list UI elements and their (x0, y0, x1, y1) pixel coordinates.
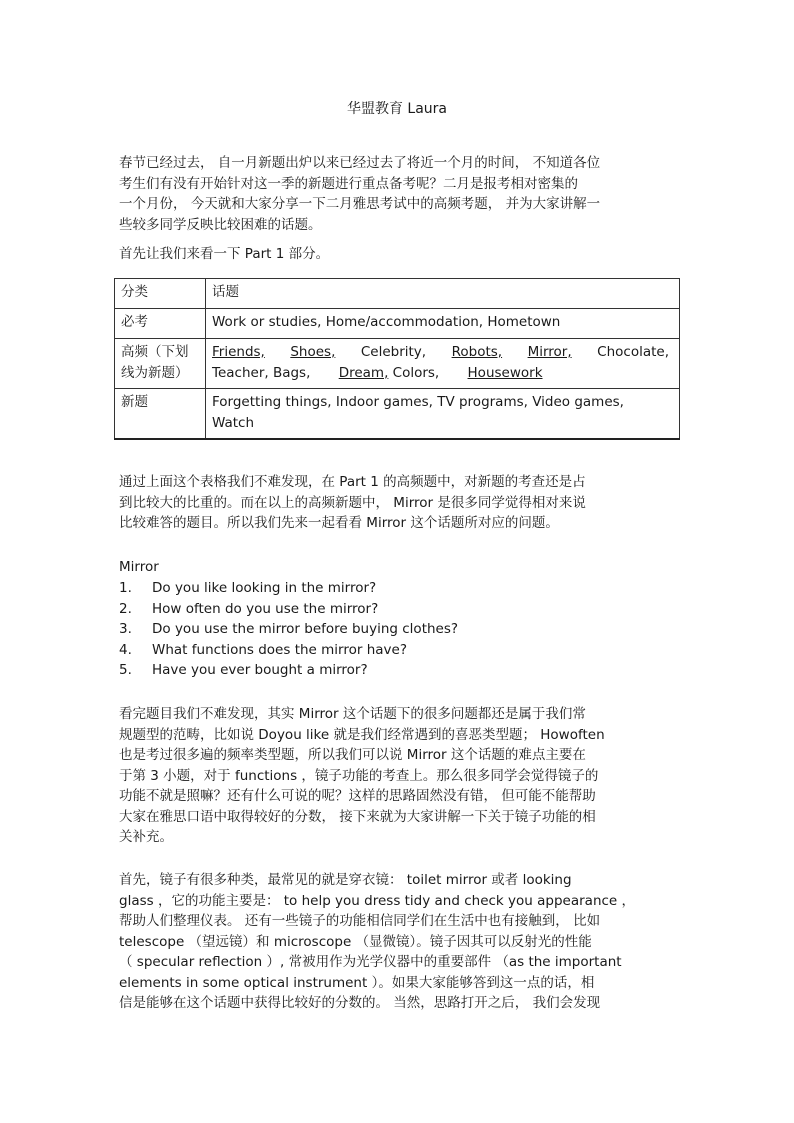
question-list (119, 578, 458, 681)
table-row (115, 309, 680, 339)
mirror-types-paragraph (119, 870, 669, 1014)
question-text: How often do you use the mirror? (152, 600, 379, 617)
topic-item: Dream, (338, 365, 389, 381)
question-text: Do you like looking in the mirror? (152, 580, 377, 596)
topic-item: Chocolate, (597, 344, 669, 360)
text-line: 功能不就是照嘛？还有什么可说的呢？这样的思路固然没有错， 但可能不能帮助 (119, 788, 596, 804)
topic-item: Teacher, Bags, (212, 365, 311, 381)
row-category (115, 339, 206, 389)
text-line: 看完题目我们不难发现，其实 Mirror 这个话题下的很多问题都还是属于我们常 (119, 706, 586, 722)
topic-item: Colors, (392, 365, 440, 381)
text-line: 首先让我们来看一下 Part 1 部分。 (119, 246, 330, 262)
question-number: 1. (119, 580, 132, 596)
table-row (115, 389, 680, 440)
text-line: 春节已经过去， 自一月新题出炉以来已经过去了将近一个月的时间， 不知道各位 (119, 155, 601, 171)
row-topics (206, 339, 680, 389)
intro-paragraph (119, 153, 669, 235)
text-line: glass ，它的功能主要是： to help you dress tidy and check you appearance ， (119, 892, 636, 909)
text-line: 通过上面这个表格我们不难发现，在 Part 1 的高频题中，对新题的考查还是占 (119, 474, 586, 490)
topics-table (114, 278, 680, 440)
analysis-paragraph (119, 472, 669, 534)
text-line: telescope （望远镜）和 microscope （显微镜）。镜子因其可以反射光的性能 (119, 933, 592, 950)
row-category: 必考 (115, 309, 206, 339)
text-line: 信是能够在这个话题中获得比较好的分数的。 当然，思路打开之后， 我们会发现 (119, 995, 601, 1011)
text-line: elements in some optical instrument ）。如果大家能够答到这一点的话，相 (119, 974, 595, 991)
row-category: 新题 (115, 389, 206, 440)
text-line: 到比较大的比重的。而在以上的高频新题中， Mirror 是很多同学觉得相对来说 (119, 494, 586, 511)
text-line: 帮助人们整理仪表。 还有一些镜子的功能相信同学们在生活中也有接触到， 比如 (119, 913, 601, 929)
list-item (119, 640, 458, 661)
text-line: 首先，镜子有很多种类，最常见的就是穿衣镜： toilet mirror 或者 looking (119, 872, 572, 888)
category-line: 高频（下划 (121, 344, 189, 360)
text-line: （ specular reflection ）, 常被用作为光学仪器中的重要部件 （as the important (119, 954, 622, 970)
text-line: 考生们有没有开始针对这一季的新题进行重点备考呢？二月是报考相对密集的 (119, 175, 578, 192)
topic-item: Robots, (451, 344, 503, 360)
table-row (115, 339, 680, 389)
question-text: What functions does the mirror have? (152, 641, 407, 658)
topic-item: Mirror, (527, 344, 572, 360)
topic-item: Celebrity, (360, 344, 427, 360)
list-item (119, 599, 458, 620)
text-line: 规题型的范畴，比如说 Doyou like 就是我们经常遇到的喜恶类型题； Howoften (119, 726, 605, 743)
question-number: 2. (119, 600, 132, 617)
header-topic: 话题 (206, 279, 680, 309)
list-item (119, 578, 458, 599)
list-item (119, 619, 458, 640)
topic-line (212, 342, 673, 363)
question-number: 3. (119, 621, 132, 637)
topic-item: Housework (467, 365, 543, 381)
topic-item: Shoes, (290, 344, 336, 360)
text-line: 一个月份， 今天就和大家分享一下二月雅思考试中的高频考题， 并为大家讲解一 (119, 196, 601, 212)
text-line: 比较难答的题目。所以我们先来一起看看 Mirror 这个话题所对应的问题。 (119, 515, 559, 531)
question-text: Have you ever bought a mirror? (152, 662, 368, 678)
question-number: 5. (119, 662, 132, 678)
topic-line (212, 363, 673, 384)
discussion-paragraph (119, 704, 669, 848)
text-line: 也是考过很多遍的频率类型题，所以我们可以说 Mirror 这个话题的难点主要在 (119, 747, 586, 763)
topic-item: Friends, (212, 344, 265, 360)
row-topics (206, 389, 680, 440)
part1-intro (119, 244, 669, 265)
question-text: Do you use the mirror before buying clothes? (152, 621, 459, 637)
list-item (119, 660, 458, 681)
row-topics: Work or studies, Home/accommodation, Hometown (206, 309, 680, 339)
header-category: 分类 (115, 279, 206, 309)
mirror-heading: Mirror (119, 559, 159, 575)
topic-line: Watch (212, 415, 255, 431)
page-title: 华盟教育 Laura (346, 101, 448, 117)
text-line: 关补充。 (119, 829, 173, 845)
text-line: 大家在雅思口语中取得较好的分数， 接下来就为大家讲解一下关于镜子功能的相 (119, 808, 596, 825)
question-number: 4. (119, 641, 132, 658)
category-line: 线为新题） (121, 365, 189, 381)
topic-line: Forgetting things, Indoor games, TV programs, Video games, (212, 394, 624, 410)
table-header-row (115, 279, 680, 309)
text-line: 于第 3 小题，对于 functions ，镜子功能的考查上。那么很多同学会觉得镜子的 (119, 767, 599, 784)
text-line: 些较多同学反映比较困难的话题。 (119, 216, 322, 233)
